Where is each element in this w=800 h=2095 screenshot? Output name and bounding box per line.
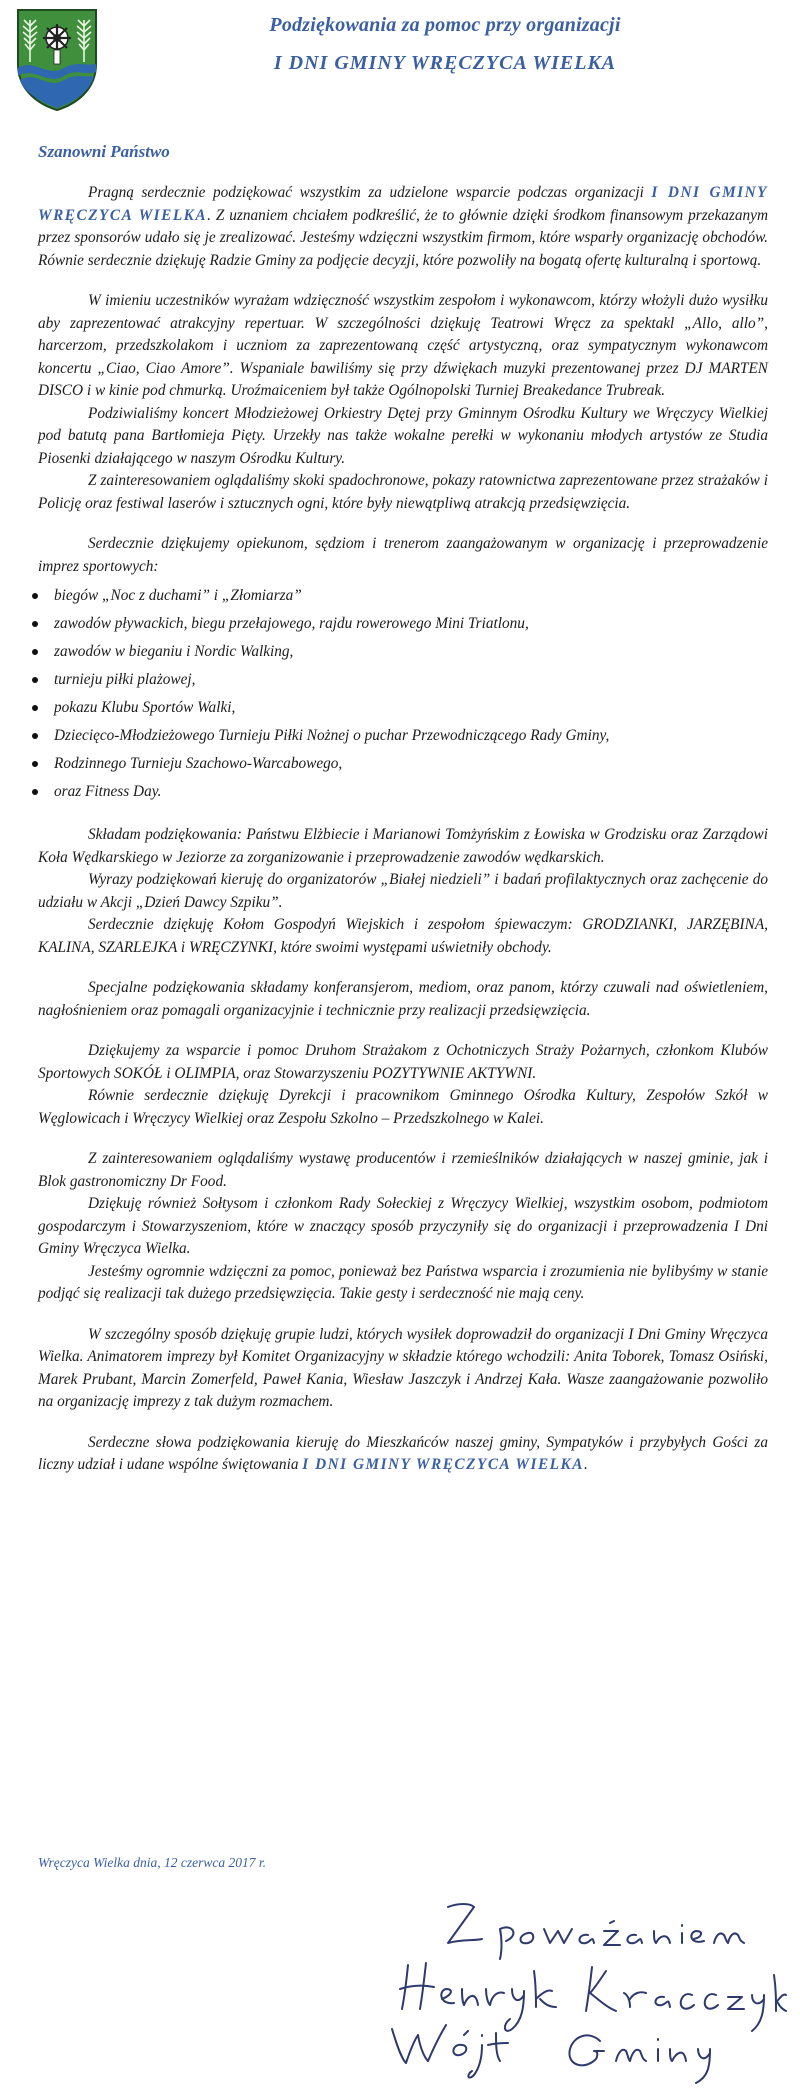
list-item: Rodzinnego Turnieju Szachowo-Warcabowego, [38, 750, 768, 778]
paragraph-performers: W imieniu uczestników wyrażam wdzięczność wszystkim zespołom i wykonawcom, którzy włożyli dużo wysiłku aby zaprezentować atrakcyjny repertuar. W szczególności dziękuję Teatrowi Wręcz za spektakl „Allo, allo”, harcerzom, przedszkolakom i uczniom za zaprezentowaną część artystyczną, oraz sympatycznym wykonawcom koncertu „Ciao, Ciao Amore”. Wspaniale bawiliśmy się przy dźwiękach muzyki prezentowanej przez DJ MARTEN DISCO i w kinie pod chmurką. Uroźmaiceniem był także Ogólnopolski Turniej Breakedance Trubreak. [38, 292, 768, 399]
paragraph-text: Serdeczne słowa podziękowania kieruję do Mieszkańców naszej gminy, Sympatyków i przybyłych Gości za liczny udział i udane wspólne świętowania [38, 1433, 768, 1473]
paragraph-text: . Z uznaniem chciałem podkreślić, że to głównie dzięki środkom finansowym przekazanym przez sponsorów udało się je zrealizować. Jesteśmy wdzięczni wszystkim firmom, które wsparły organizację obchodów. Równie serdecznie dziękuję Radzie Gminy za podjęcie decyzji, które pozwoliły na bogatą ofertę kulturalną i sportową. [38, 206, 768, 269]
paragraph-text: Pragną serdecznie podziękować wszystkim za udzielone wsparcie podczas organizacji [88, 184, 652, 201]
event-name-highlight: I DNI GMINY WRĘCZYCA WIELKA [38, 184, 769, 224]
title-line-1: Podziękowania za pomoc przy organizacji [269, 14, 621, 36]
list-item: biegów „Noc z duchami” i „Złomiarza” [38, 582, 768, 610]
paragraph-shows: Z zainteresowaniem oglądaliśmy skoki spadochronowe, pokazy ratownictwa zaprezentowane przez strażaków i Policję oraz festiwal laserów i sztucznych ogni, które były niewątpliwą atrakcją przedsięwzięcia. [38, 472, 768, 512]
paragraph-residents [38, 1432, 768, 1477]
title-line-2: I DNI GMINY WRĘCZYCA WIELKA [273, 52, 617, 74]
list-item: zawodów w bieganiu i Nordic Walking, [38, 638, 768, 666]
list-item: zawodów pływackich, biegu przełajowego, rajdu rowerowego Mini Triatlonu, [38, 610, 768, 638]
signature-image [378, 1895, 788, 2085]
paragraph-firefighters: Dziękujemy za wsparcie i pomoc Druhom Strażakom z Ochotniczych Straży Pożarnych, członkom Klubów Sportowych SOKÓŁ i OLIMPIA, oraz Stowarzyszeniu POZYTYWNIE AKTYWNI. [38, 1042, 768, 1082]
sport-events-list [38, 582, 768, 806]
greeting: Szanowni Państwo [38, 142, 170, 161]
letter-body [38, 182, 768, 1477]
paragraph-orchestra: Podziwialiśmy koncert Młodzieżowej Orkiestry Dętej przy Gminnym Ośrodku Kultury we Wręczycy Wielkiej pod batutą pana Bartłomieja Pięty. Urzekły nas także wokalne perełki w wykonaniu młodych artystów ze Studia Piosenki działającego w naszym Ośrodku Kultury. [38, 404, 768, 467]
date-line: Wręczyca Wielka dnia, 12 czerwca 2017 r. [38, 1855, 266, 1870]
paragraph-gratitude: Jesteśmy ogromnie wdzięczni za pomoc, ponieważ bez Państwa wsparcia i zrozumienia nie bylibyśmy w stanie podjąć się realizacji tak dużego przedsięwzięcia. Takie gesty i serdeczność nie mają ceny. [38, 1262, 768, 1302]
paragraph-village-heads: Dziękuję również Sołtysom i członkom Rady Sołeckiej z Wręczycy Wielkiej, wszystkim osobom, podmiotom gospodarczym i Stowarzyszeniom, które w znaczący sposób przyczyniły się do organizacji i przeprowadzenia I Dni Gminy Wręczyca Wielka. [38, 1195, 768, 1257]
list-item: pokazu Klubu Sportów Walki, [38, 694, 768, 722]
list-item: turnieju piłki plażowej, [38, 666, 768, 694]
paragraph-fishing: Składam podziękowania: Państwu Elżbiecie i Marianowi Tomżyńskim z Łowiska w Grodzisku oraz Zarządowi Koła Wędkarskiego w Jeziorze za zorganizowanie i przeprowadzenie zawodów wędkarskich. [38, 826, 768, 866]
list-item: Dziecięco-Młodzieżowego Turnieju Piłki Nożnej o puchar Przewodniczącego Rady Gminy, [38, 722, 768, 750]
list-item: oraz Fitness Day. [38, 778, 768, 806]
paragraph-thanks-sponsors [38, 182, 768, 272]
paragraph-technical: Specjalne podziękowania składamy konferansjerom, mediom, oraz panom, którzy czuwali nad oświetleniem, nagłośnieniem oraz pomagali organizacyjnie i technicznie przy realizacji przedsięwzięcia. [38, 979, 768, 1019]
paragraph-schools: Równie serdecznie dziękuję Dyrekcji i pracownikom Gminnego Ośrodka Kultury, Zespołów Szkół w Węglowicach i Wręczycy Wielkiej oraz Zespołu Szkolno – Przedszkolnego w Kalei. [38, 1087, 768, 1127]
paragraph-committee: W szczególny sposób dziękuję grupie ludzi, których wysiłek doprowadził do organizacji I Dni Gminy Wręczyca Wielka. Animatorem imprezy był Komitet Organizacyjny w składzie którego wchodzili: Anita Toborek, Tomasz Osiński, Marek Prubant, Marcin Zomerfeld, Paweł Kania, Wiesław Jaszczyk i Andrzej Kała. Wasze zaangażowanie pozwoliło na organizację imprezy z tak dużym rozmachem. [38, 1325, 768, 1410]
paragraph-sport-intro: Serdecznie dziękujemy opiekunom, sędziom i trenerom zaangażowanym w organizację i przeprowadzenie imprez sportowych: [38, 535, 768, 575]
event-name-highlight: I DNI GMINY WRĘCZYCA WIELKA [302, 1456, 584, 1473]
paragraph-text: . [583, 1456, 588, 1473]
paragraph-choirs: Serdecznie dziękuję Kołom Gospodyń Wiejskich i zespołom śpiewaczym: GRODZIANKI, JARZĘBINA, KALINA, SZARLEJKA i WRĘCZYNKI, które swoimi występami uświetniły obchody. [38, 916, 768, 956]
signature-text [0, 0, 1, 1]
paragraph-white-sunday: Wyrazy podziękowań kieruję do organizatorów „Białej niedzieli” i badań profilaktycznych oraz zachęcenie do udziału w Akcji „Dzień Dawcy Szpiku”. [38, 871, 768, 911]
coat-of-arms-icon [14, 6, 100, 112]
paragraph-exhibition: Z zainteresowaniem oglądaliśmy wystawę producentów i rzemieślników działających w naszej gminie, jak i Blok gastronomiczny Dr Food. [38, 1150, 768, 1190]
